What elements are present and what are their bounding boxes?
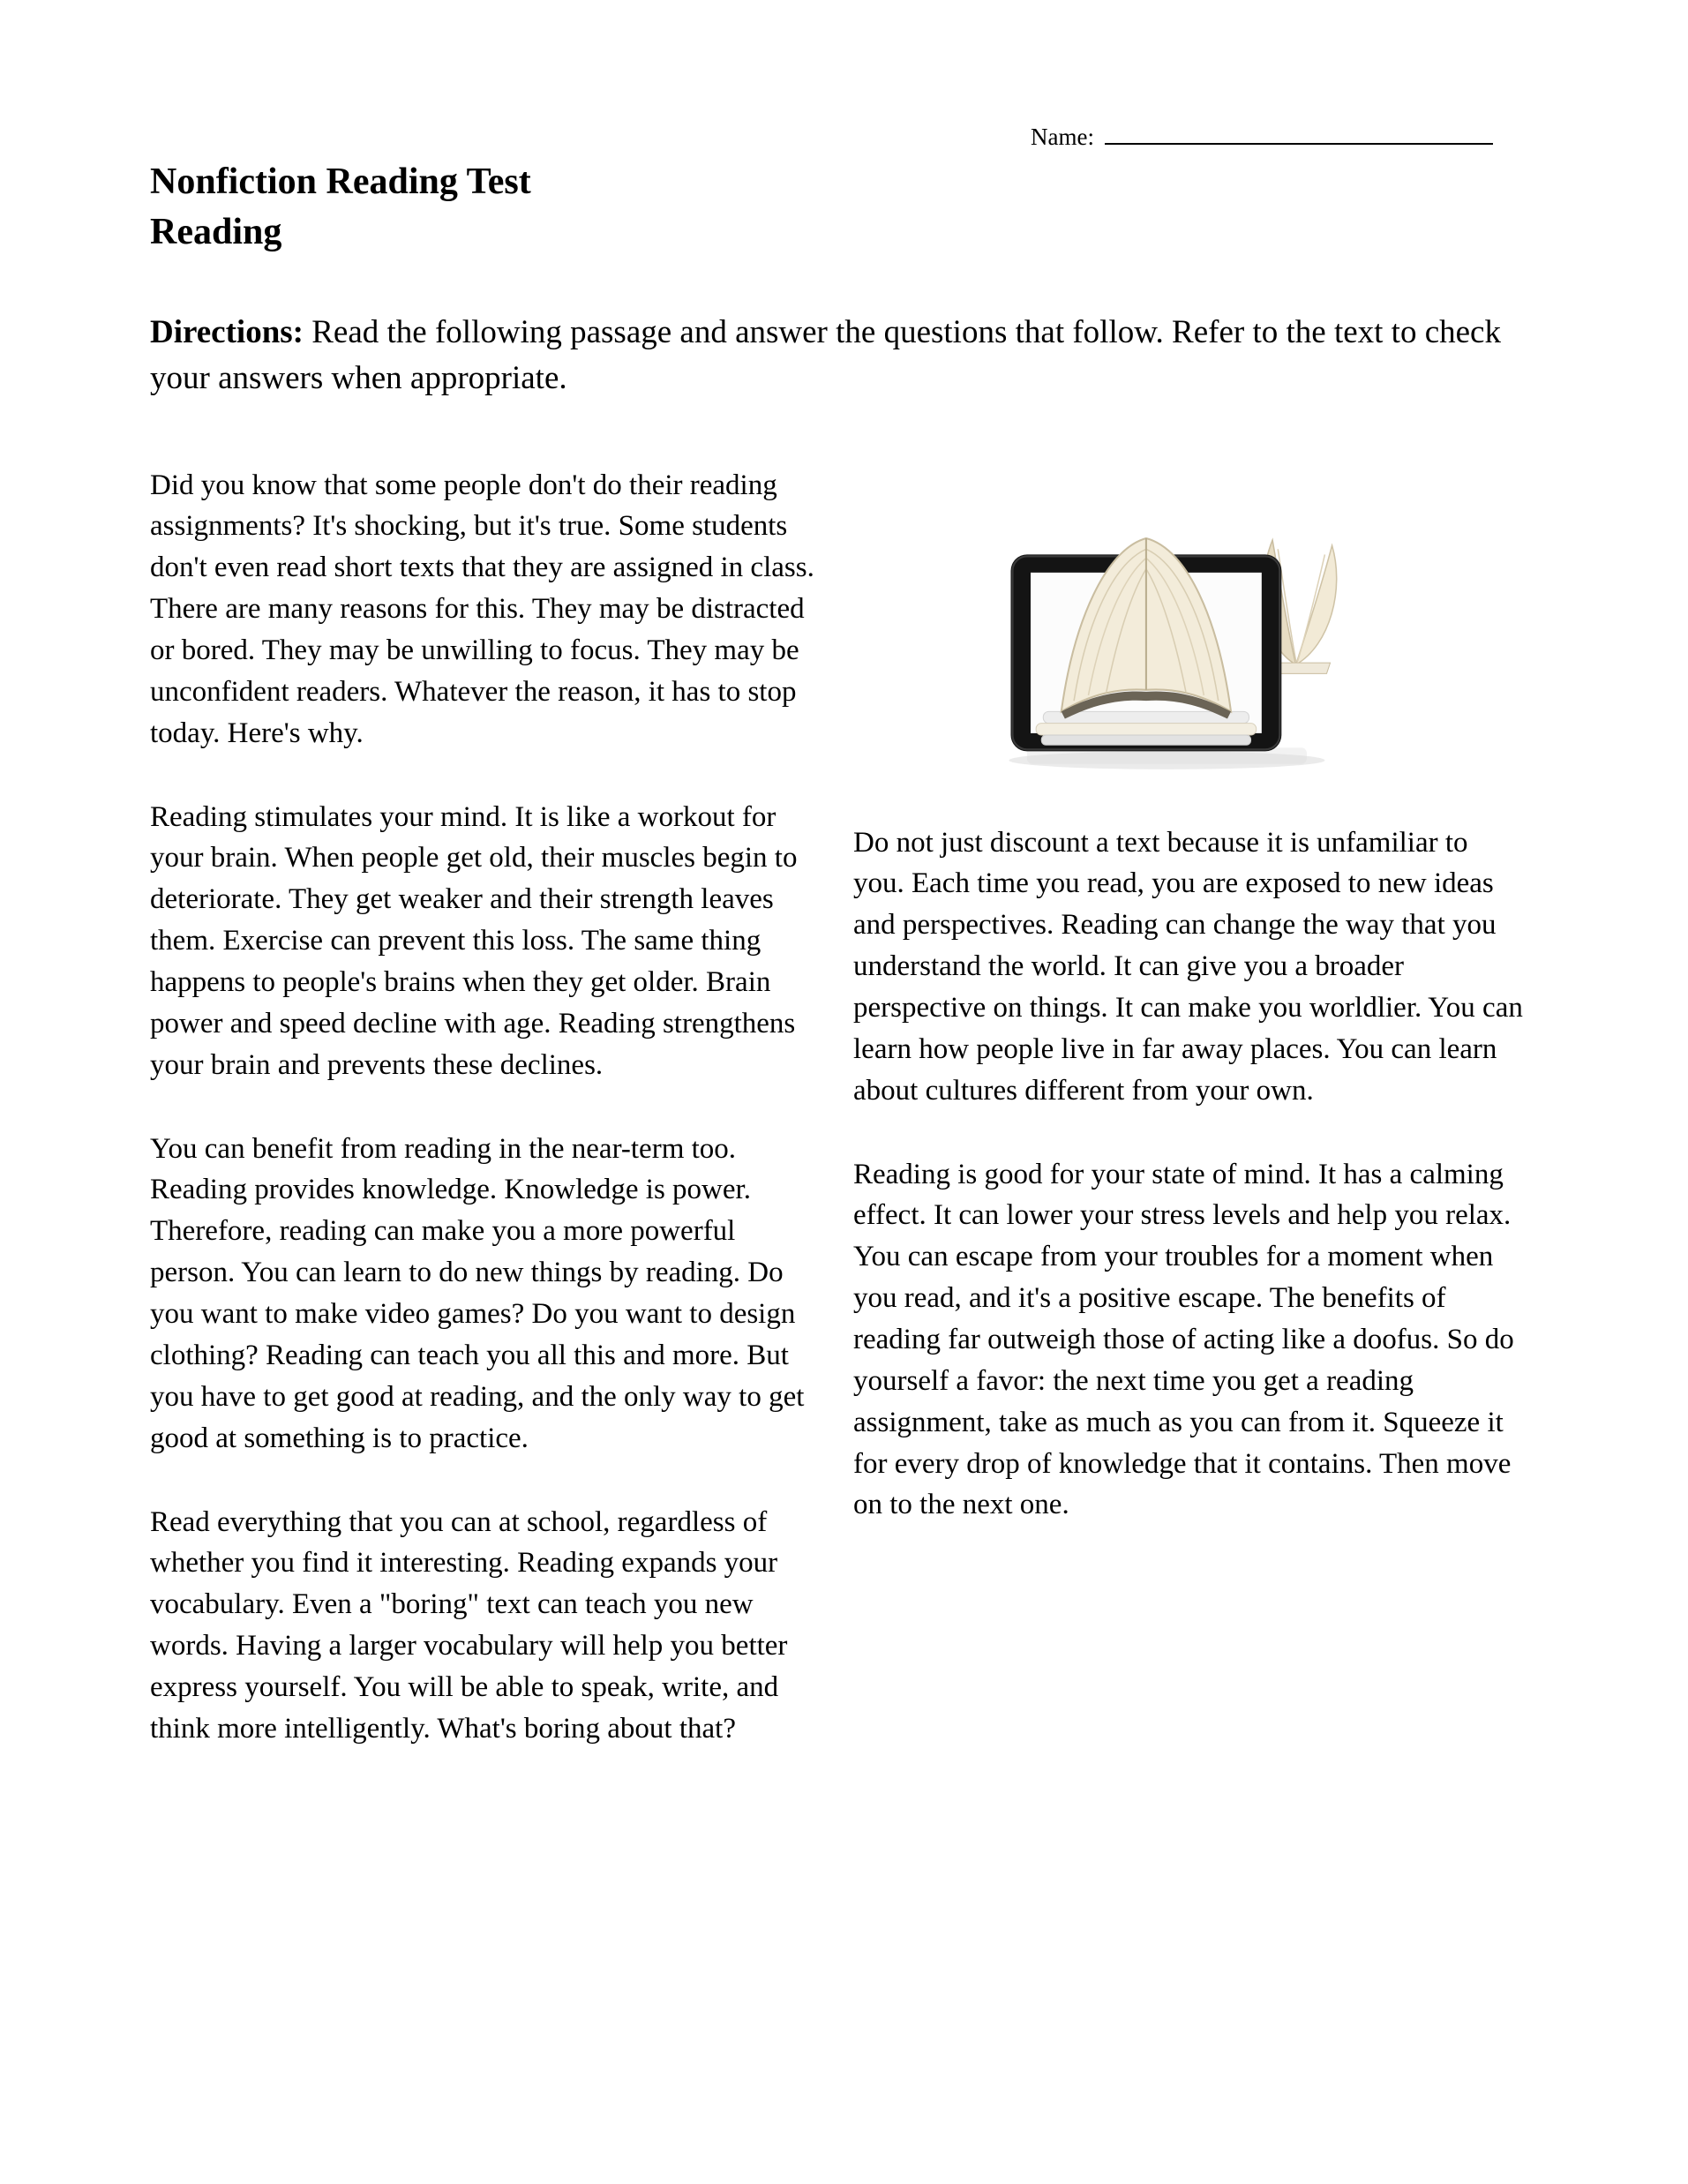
tablet-and-books-photo [991,502,1388,773]
paragraph: You can benefit from reading in the near-term too. Reading provides knowledge. Knowledge is power. Therefore, reading can make you a more powerful person. You can learn to do new things by reading. Do you want to make video games? Do you want to design clothing? Reading can teach you all this and more. But you have to get good at reading, and the only way to get good at something is to practice. [150,1132,805,1454]
passage-columns [150,465,1525,1792]
paragraph: Read everything that you can at school, regardless of whether you find it interesting. Reading expands your vocabulary. Even a "boring" text can teach you new words. Having a larger vocabulary will help you better express yourself. You will be able to speak, write, and think more intelligently. What's boring about that? [150,1505,788,1745]
name-field-row [1031,122,1493,151]
directions [150,310,1525,402]
directions-label: Directions: [150,314,304,350]
paragraph: Do not just discount a text because it is unfamiliar to you. Each time you read, you are exposed to new ideas and perspectives. Reading can change the way that you understand the world. It can give you a broader perspective on things. It can make you worldlier. You can learn how people live in far away places. You can learn about cultures different from your own. [853,826,1523,1107]
right-column [853,465,1525,1792]
directions-text: Read the following passage and answer the questions that follow. Refer to the text to check your answers when appropriate. [150,314,1501,396]
left-column [150,465,821,1792]
paragraph: Reading stimulates your mind. It is like a workout for your brain. When people get old, their muscles begin to deteriorate. They get weaker and their strength leaves them. Exercise can prevent this loss. The same thing happens to people's brains when they get older. Brain power and speed decline with age. Reading strengthens your brain and prevents these declines. [150,800,798,1081]
name-label: Name: [1031,124,1094,150]
tablet-and-books-illustration [991,502,1388,773]
page-title: Nonfiction Reading Test [150,161,531,202]
name-blank-line [1105,122,1493,145]
paragraph: Did you know that some people don't do their reading assignments? It's shocking, but it's true. Some students don't even read short texts that they are assigned in class. There are many reasons for this. They may be distracted or bored. They may be unwilling to focus. They may be unconfident readers. Whatever the reason, it has to stop today. Here's why. [150,469,814,749]
page-subtitle: Reading [150,211,282,252]
paragraph: Reading is good for your state of mind. It has a calming effect. It can lower your stress levels and help you relax. You can escape from your troubles for a moment when you read, and it's a positive escape. The benefits of reading far outweigh those of acting like a doofus. So do yourself a favor: the next time you get a reading assignment, take as much as you can from it. Squeeze it for every drop of knowledge that it contains. Then move on to the next one. [853,1158,1514,1521]
